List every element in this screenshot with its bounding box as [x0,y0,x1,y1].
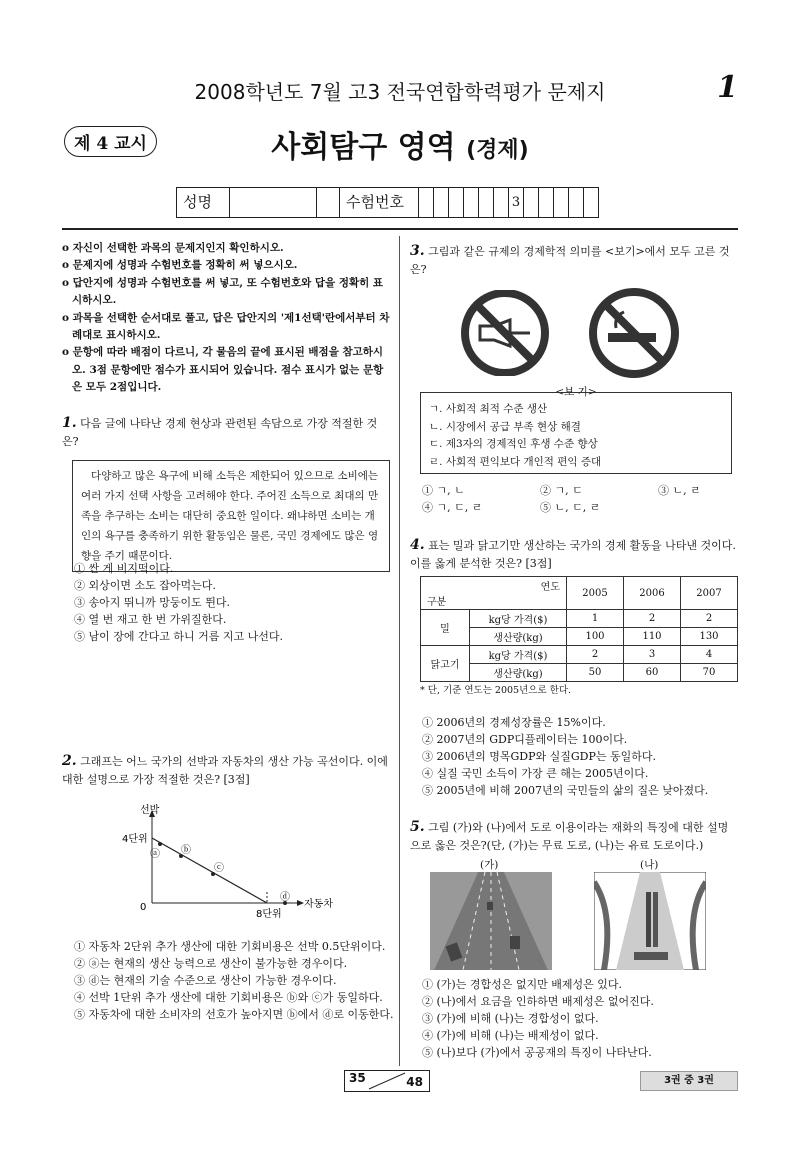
answer-option[interactable]: ③ ㄴ, ㄹ [658,484,701,497]
subject-sub: (경제) [466,138,529,163]
exam-number-cell[interactable] [449,188,464,217]
item-cell: 닭고기 [421,646,470,682]
instruction-item: o 문제지에 성명과 수험번호를 정확히 써 넣으시오. [62,259,298,272]
value-cell: 2 [624,610,681,628]
instruction-item: o 문항에 따라 배점이 다르니, 각 물음의 끝에 표시된 배점을 참고하시오. 3점 문항에만 점수가 표시되어 있습니다. 점수 표시가 없는 문항은 모두 2점입니다. [62,346,384,394]
exam-number-cell[interactable] [524,188,539,217]
answer-option[interactable]: ④ (가)에 비해 (나)는 배제성이 없다. [422,1029,599,1042]
q4-options [422,714,738,799]
subject-name: 사회탐구 영역 [271,130,456,165]
ppf-curve [152,838,267,903]
exam-number-cell[interactable] [464,188,479,217]
car-icon [510,936,520,949]
q1-passage-box: 다양하고 많은 욕구에 비해 소득은 제한되어 있으므로 소비에는 여러 가지 선택 사항을 고려해야 한다. 주어진 소득으로 최대의 만족을 추구하는 소비는 대단히 중요한 일이다. 왜냐하면 소비는 개인의 욕구를 충족하기 위한 활동임은 물론, 국민 경제에도 많은 영향을 주기 때문이다. [72,460,390,572]
question-3 [410,242,738,279]
car-queue-icon [653,892,658,947]
point-d-label: ⓓ [280,892,290,903]
car-icon [487,902,493,910]
item-cell: 밀 [421,610,470,646]
car-queue-icon [646,892,651,947]
value-cell: 100 [567,628,624,646]
answer-option[interactable]: ② ㄱ, ㄷ [540,484,583,497]
value-cell: 60 [624,664,681,682]
value-cell: 4 [681,646,738,664]
header-rule [62,228,738,230]
exam-number-cell[interactable]: 3 [509,188,524,217]
question-number: 2. [62,753,77,769]
instruction-item: o 답안지에 성명과 수험번호를 써 넣고, 또 수험번호와 답을 정확히 표시하시오. [62,276,384,307]
x-axis-label: 자동차 [304,899,333,910]
exam-number-cell[interactable] [584,188,598,217]
value-cell: 130 [681,628,738,646]
corner-year-label: 연도 [540,582,560,593]
value-cell: 50 [567,664,624,682]
answer-option[interactable]: ⑤ 남이 장에 간다고 하니 거름 지고 나선다. [74,630,283,643]
metric-cell: kg당 가격($) [470,610,567,628]
year-header: 2005 [567,577,624,610]
bogi-title: <보 기> [555,386,597,398]
question-stem: 그림과 같은 규제의 경제학적 의미를 <보기>에서 모두 고른 것은? [410,245,730,276]
question-number: 3. [410,243,425,259]
answer-option[interactable]: ② ⓐ는 현재의 생산 능력으로 생산이 불가능한 경우이다. [74,957,348,970]
ppf-graph [100,800,360,925]
exam-number-cell[interactable] [419,188,434,217]
y-tick-label: 4단위 [122,834,148,845]
value-cell: 70 [681,664,738,682]
q2-options [74,938,394,1023]
q5-options [422,976,738,1061]
answer-option[interactable]: ④ ㄱ, ㄷ, ㄹ [422,501,483,514]
exam-number-cell[interactable] [494,188,509,217]
x-axis-arrow-icon [297,900,304,906]
exam-header-title: 2008학년도 7월 고3 전국연합학력평가 문제지 [194,80,606,104]
answer-option[interactable]: ① ㄱ, ㄴ [422,484,465,497]
subject-title [0,122,800,166]
question-4 [410,536,738,573]
q1-options [74,560,394,645]
question-number: 5. [410,819,425,835]
metric-cell: 생산량(kg) [470,628,567,646]
question-number: 4. [410,537,425,553]
page-number: 1 [717,70,738,105]
table-corner [421,577,567,610]
value-cell: 2 [567,646,624,664]
question-stem: 그래프는 어느 국가의 선박과 자동차의 생산 가능 곡선이다. 이에 대한 설명으로 가장 적절한 것은? [3점] [62,755,388,786]
footer-total: 48 [406,1075,423,1089]
value-cell: 2 [681,610,738,628]
no-smoking-sign-icon [588,288,680,378]
question-stem: 그림 (가)와 (나)에서 도로 이용이라는 재화의 특징에 대한 설명으로 옳은 것은?(단, (가)는 무료 도로, (나)는 유료 도로이다.) [410,821,729,852]
answer-option[interactable]: ④ 실질 국민 소득이 가장 큰 해는 2005년이다. [422,767,649,780]
question-5 [410,818,738,855]
answer-option[interactable]: ④ 선박 1단위 추가 생산에 대한 기회비용은 ⓑ와 ⓒ가 동일하다. [74,991,383,1004]
volume-badge: 3권 중 3권 [640,1071,738,1091]
answer-option[interactable]: ② 외상이면 소도 잡아먹는다. [74,579,216,592]
answer-option[interactable]: ⑤ (나)보다 (가)에서 공공재의 특징이 나타난다. [422,1046,652,1059]
toll-gate-icon [634,952,668,960]
exam-number-cell[interactable] [569,188,584,217]
instructions [62,240,392,397]
table-note: * 단, 기준 연도는 2005년으로 한다. [420,685,572,696]
exam-number-cell[interactable] [539,188,554,217]
name-field[interactable] [230,188,317,217]
bogi-item: ㄴ. 시장에서 공급 부족 현상 해결 [429,420,581,433]
origin-label: 0 [140,902,147,913]
answer-option[interactable]: ① 자동차 2단위 추가 생산에 대한 기회비용은 선박 0.5단위이다. [74,940,386,953]
year-header: 2006 [624,577,681,610]
student-id-box [176,187,599,218]
answer-option[interactable]: ⑤ 자동차에 대한 소비자의 선호가 높아지면 ⓑ에서 ⓓ로 이동한다. [74,1008,394,1021]
point-a-label: ⓐ [150,849,160,860]
bogi-item: ㄷ. 제3자의 경제적인 후생 수준 향상 [429,438,598,450]
bogi-box [420,392,732,474]
answer-option[interactable]: ④ 열 번 재고 한 번 가위질한다. [74,613,227,626]
question-1 [62,414,392,451]
corner-category-label: 구분 [427,597,447,608]
bogi-item: ㄱ. 사회적 최적 수준 생산 [429,403,548,415]
q3-options [422,482,732,516]
answer-option[interactable]: ② (나)에서 요금을 인하하면 배제성은 없어진다. [422,995,654,1008]
question-stem: 표는 밀과 닭고기만 생산하는 국가의 경제 활동을 나타낸 것이다. 이를 옳게 분석한 것은? [3점] [410,539,736,570]
value-cell: 110 [624,628,681,646]
exam-number-cell[interactable] [554,188,569,217]
bogi-item: ㄹ. 사회적 편익보다 개인적 편익 증대 [429,455,602,468]
answer-option[interactable]: ⑤ 2005년에 비해 2007년의 국민들의 삶의 질은 낮아졌다. [422,784,709,797]
year-header: 2007 [681,577,738,610]
instruction-item: o 과목을 선택한 순서대로 풀고, 답은 답안지의 '제1선택'란에서부터 차례대로 표시하시오. [62,311,390,342]
question-2 [62,752,392,789]
value-cell: 1 [567,610,624,628]
name-label: 성명 [177,188,230,217]
metric-cell: 생산량(kg) [470,664,567,682]
instruction-item: o 자신이 선택한 과목의 문제지인지 확인하시오. [62,242,284,254]
answer-option[interactable]: ③ ⓓ는 현재의 기술 수준으로 생산이 가능한 경우이다. [74,974,337,987]
answer-option[interactable]: ③ 2006년의 명목GDP와 실질GDP는 동일하다. [422,750,657,763]
answer-option[interactable]: ① 싼 게 비지떡이다. [74,562,174,575]
answer-option[interactable]: ⑤ ㄴ, ㄷ, ㄹ [540,501,601,514]
point-c-label: ⓒ [214,863,224,874]
photo-b-label: (나) [640,859,659,871]
free-road-photo [430,872,552,970]
exam-number-cell[interactable] [434,188,449,217]
answer-option[interactable]: ③ (가)에 비해 (나)는 경합성이 없다. [422,1012,599,1025]
footer-page: 35 [349,1071,366,1085]
y-axis-label: 선박 [140,805,160,816]
period-badge: 제 4 교시 [64,126,157,157]
exam-number-cell[interactable] [479,188,494,217]
value-cell: 3 [624,646,681,664]
footer-page-box [344,1070,430,1092]
toll-road-photo [594,872,706,970]
answer-option[interactable]: ② 2007년의 GDP디플레이터는 100이다. [422,733,628,746]
metric-cell: kg당 가격($) [470,646,567,664]
photo-a-label: (가) [480,859,499,871]
answer-option[interactable]: ① 2006년의 경제성장률은 15%이다. [422,716,606,729]
answer-option[interactable]: ③ 송아지 뛰니까 망둥이도 뛴다. [74,596,230,609]
no-horn-sign-icon [450,290,560,376]
point-a [158,842,162,846]
answer-option[interactable]: ① (가)는 경합성은 없지만 배제성은 있다. [422,978,622,991]
exam-number-label: 수험번호 [340,188,419,217]
question-number: 1. [62,415,77,431]
question-stem: 다음 글에 나타난 경제 현상과 관련된 속담으로 가장 적절한 것은? [62,417,378,448]
point-b-label: ⓑ [181,845,191,856]
economy-table [420,576,738,682]
x-tick-label: 8단위 [256,909,282,920]
column-divider [399,236,400,1066]
